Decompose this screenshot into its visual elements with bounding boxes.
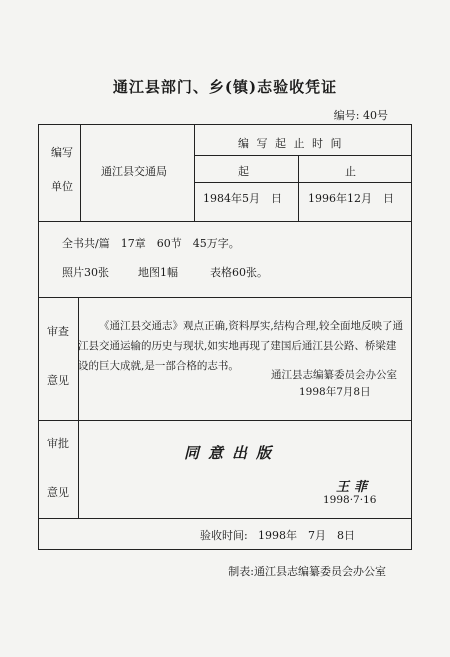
document-title: 通江县部门、乡(镇)志验收凭证 (112, 78, 338, 96)
review-opinion-text: 《通江县交通志》观点正确,资料厚实,结构合理,较全面地反映了通江县交通运输的历史与现状,如实地再现了建国后通江县公路、桥梁建设的巨大成就,是一部合格的志书。 (78, 320, 404, 372)
approval-stamp-text: 同意出版 (184, 444, 281, 462)
review-date: 1998年7月8日 (299, 386, 371, 398)
review-organization: 通江县志编纂委员会办公室 (271, 369, 397, 381)
serial-number: 编号: 40号 (333, 109, 388, 122)
rule-after-stats (38, 297, 412, 298)
period-start-label: 起 (238, 165, 249, 178)
approval-date: 1998·7·16 (323, 494, 377, 506)
rule-unit-label-column (80, 124, 81, 221)
period-start-date: 1984年5月 日 (203, 192, 282, 205)
photo-count: 照片30张 (62, 266, 109, 279)
acceptance-label: 验收时间: (200, 529, 248, 542)
rule-period-labels (194, 182, 412, 183)
table-count: 表格60张。 (210, 266, 268, 279)
review-label-line1: 审查 (47, 325, 69, 338)
rule-after-approval (38, 518, 412, 519)
period-end-label: 止 (345, 165, 356, 178)
map-count: 地图1幅 (138, 266, 178, 279)
acceptance-date: 1998年 7月 8日 (258, 529, 355, 542)
rule-after-header (38, 221, 412, 222)
unit-value: 通江县交通局 (101, 165, 167, 178)
rule-period-header (194, 155, 412, 156)
approver-signature: 王菲 (336, 480, 373, 495)
unit-label-line1: 编写 (51, 146, 73, 159)
book-stats-line: 全书共/篇 17章 60节 45万字。 (62, 237, 240, 250)
review-label-line2: 意见 (47, 374, 69, 387)
form-issuer-footer: 制表:通江县志编纂委员会办公室 (228, 565, 386, 578)
period-end-date: 1996年12月 日 (308, 192, 394, 205)
rule-unit-value-column (194, 124, 195, 221)
unit-label-line2: 单位 (51, 180, 73, 193)
rule-start-end-column (298, 155, 299, 221)
rule-after-review (38, 420, 412, 421)
approval-label-line1: 审批 (47, 437, 69, 450)
period-heading: 编 写 起 止 时 间 (238, 137, 344, 150)
approval-label-line2: 意见 (47, 486, 69, 499)
